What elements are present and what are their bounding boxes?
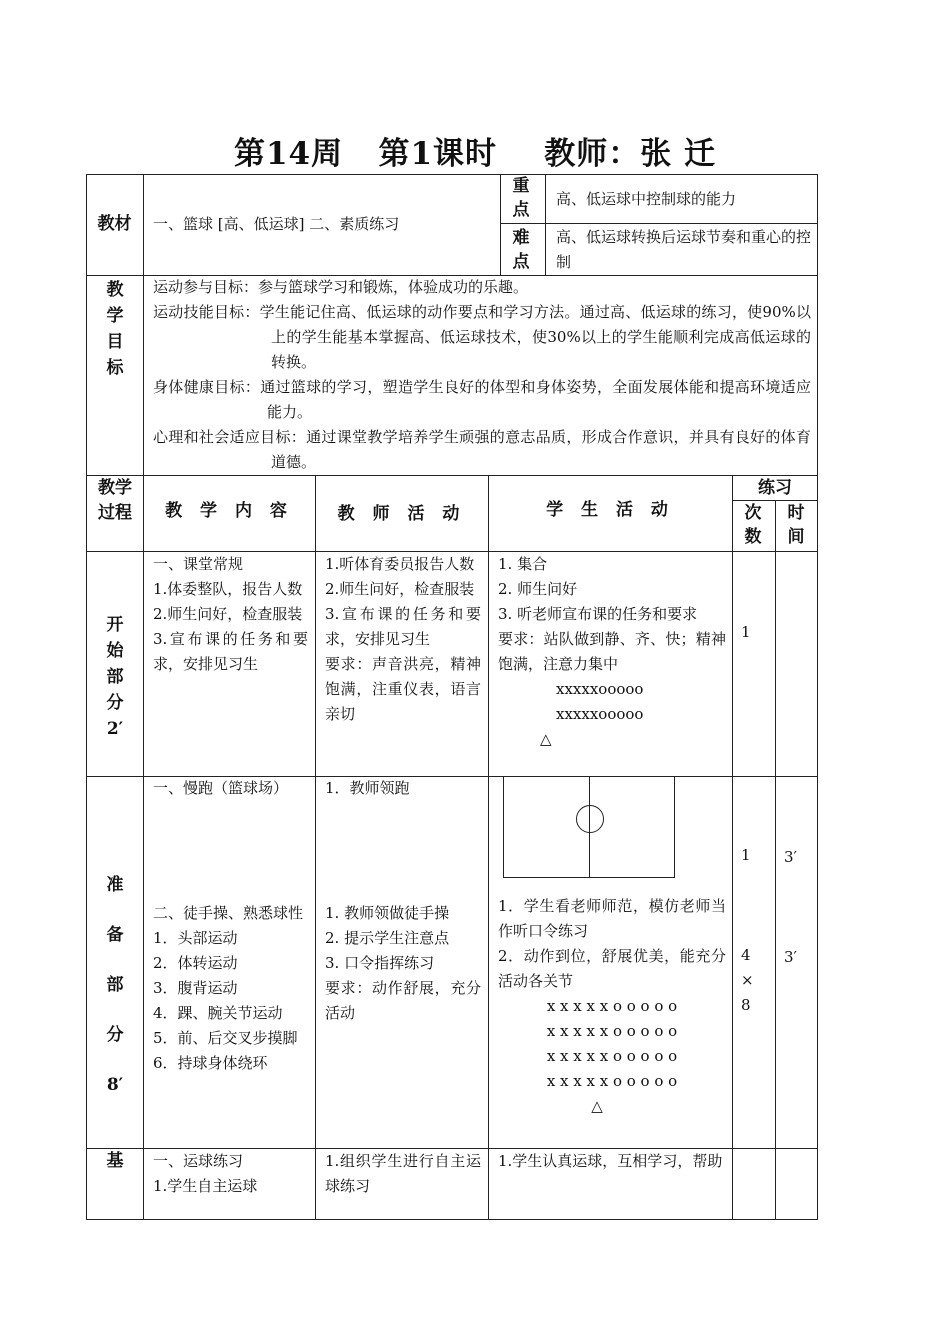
start-student-item: 1. 集合 — [498, 555, 548, 573]
materials-content: 一、篮球 [高、低运球] 二、素质练习 — [153, 215, 400, 233]
materials-label: 教材 — [97, 214, 132, 234]
row-divider-key-difficulty — [500, 223, 818, 224]
objective-participation: 运动参与目标：参与篮球学习和锻炼，体验成功的乐趣。 — [153, 278, 529, 296]
col-divider-times — [775, 500, 776, 1220]
prep-student-item: 2．动作到位，舒展优美，能充分活动各关节 — [498, 947, 726, 990]
prep-formation-row: x x x x x o o o o o — [546, 1022, 678, 1040]
start-content-item: 一、课堂常规 — [153, 555, 244, 573]
start-student-item: 要求：站队做到静、齐、快；精神饱满，注意力集中 — [498, 630, 726, 673]
prep-minutes: 8′ — [106, 1075, 124, 1095]
title-lesson: 第1课时 — [378, 136, 498, 172]
prep-content-item: 3．腹背运动 — [153, 979, 238, 997]
col-divider-content — [315, 475, 316, 1220]
basketball-court-diagram — [503, 776, 675, 878]
prep-content-jog: 一、慢跑（篮球场） — [153, 779, 289, 797]
header-student: 学 生 活 动 — [546, 500, 674, 520]
start-content-item: 3.宣布课的任务和要求，安排见习生 — [153, 630, 308, 673]
basic-content-item: 1.学生自主运球 — [153, 1177, 258, 1195]
start-content-item: 1.体委整队，报告人数 — [153, 580, 303, 598]
header-process: 教学过程 — [98, 478, 132, 523]
start-student-item: 3. 听老师宣布课的任务和要求 — [498, 605, 698, 623]
col-divider-teacher — [488, 475, 489, 1220]
header-content: 教 学 内 容 — [165, 501, 293, 521]
objective-skill: 运动技能目标：学生能记住高、低运球的动作要点和学习方法。通过高、低运球的练习，使90%以上的学生能基本掌握高、低运球技术，使30%以上的学生能顺利完成高低运球的转换。 — [153, 303, 811, 371]
prep-exercise-times: 4 × 8 — [741, 946, 754, 1014]
key-point: 高、低运球中控制球的能力 — [556, 190, 737, 208]
start-content — [153, 552, 308, 677]
title-teacher: 教师：张 迁 — [544, 136, 717, 172]
row-divider-objectives — [86, 475, 818, 476]
prep-student-item: 1．学生看老师师范，模仿老师当作听口令练习 — [498, 897, 726, 940]
start-label-text: 开始部分 — [106, 615, 124, 713]
prep-content-item: 1．头部运动 — [153, 929, 238, 947]
prep-teacher-jog: 1．教师领跑 — [325, 779, 410, 797]
basic-label: 基 — [106, 1151, 124, 1171]
difficulty-label: 难点 — [512, 228, 530, 272]
start-student-item: 2. 师生问好 — [498, 580, 578, 598]
prep-jog-duration: 3′ — [784, 848, 797, 866]
col-divider-key — [500, 174, 501, 275]
prep-content-item: 5．前、后交叉步摸脚 — [153, 1029, 298, 1047]
start-minutes: 2′ — [106, 719, 124, 739]
prep-formation-row: x x x x x o o o o o — [546, 997, 678, 1015]
prep-teacher-item: 要求：动作舒展，充分活动 — [325, 979, 481, 1022]
header-times: 次数 — [744, 503, 762, 547]
start-formation-teacher: △ — [540, 730, 552, 748]
start-student — [498, 552, 726, 752]
start-teacher-item: 1.听体育委员报告人数 — [325, 555, 475, 573]
start-times: 1 — [741, 623, 751, 641]
prep-teacher-item: 2. 提示学生注意点 — [325, 929, 450, 947]
start-label — [102, 612, 128, 742]
lesson-plan-table — [86, 174, 818, 1220]
page-title — [0, 128, 950, 173]
prep-label-text: 准备部分 — [106, 875, 124, 1045]
start-teacher — [325, 552, 481, 727]
objectives-label: 教学目标 — [106, 280, 124, 378]
basic-student: 1.学生认真运球，互相学习，帮助 — [498, 1152, 723, 1170]
basic-content-item: 一、运球练习 — [153, 1152, 244, 1170]
title-week: 第14周 — [233, 136, 344, 172]
start-content-item: 2.师生问好，检查服装 — [153, 605, 303, 623]
basic-content — [153, 1149, 313, 1199]
col-divider-student — [732, 475, 733, 1220]
prep-student — [498, 894, 726, 1119]
key-label: 重点 — [512, 176, 530, 220]
prep-formation-row: x x x x x o o o o o — [546, 1047, 678, 1065]
prep-formation-row: x x x x x o o o o o — [546, 1072, 678, 1090]
table-border-top — [86, 174, 818, 175]
prep-formation-teacher: △ — [591, 1097, 603, 1115]
table-border-bottom — [86, 1219, 818, 1220]
col-divider-label — [143, 174, 144, 1220]
prep-content-item: 二、徒手操、熟悉球性 — [153, 904, 304, 922]
prep-content-exercises — [153, 901, 313, 1076]
prep-jog-times: 1 — [741, 846, 751, 864]
header-practice: 练习 — [758, 478, 792, 498]
difficulty-text: 高、低运球转换后运球节奏和重心的控制 — [556, 228, 811, 271]
table-border-left — [86, 174, 87, 1220]
start-formation-row: xxxxxooooo — [556, 680, 644, 698]
start-teacher-item: 3.宣布课的任务和要求，安排见习生 — [325, 605, 481, 648]
objective-social: 心理和社会适应目标：通过课堂教学培养学生顽强的意志品质，形成合作意识，并具有良好的体育道德。 — [153, 428, 811, 471]
start-formation-row: xxxxxooooo — [556, 705, 644, 723]
court-center-circle — [576, 805, 604, 833]
header-duration: 时间 — [787, 503, 805, 547]
prep-teacher-item: 3. 口令指挥练习 — [325, 954, 435, 972]
prep-exercise-duration: 3′ — [784, 948, 797, 966]
objective-health: 身体健康目标：通过篮球的学习，塑造学生良好的体型和身体姿势，全面发展体能和提高环境适应能力。 — [153, 378, 811, 421]
start-teacher-item: 2.师生问好，检查服装 — [325, 580, 475, 598]
prep-teacher-exercises — [325, 901, 481, 1026]
basic-teacher: 1.组织学生进行自主运球练习 — [325, 1152, 481, 1195]
objectives-list — [153, 275, 811, 475]
col-divider-key-text — [545, 174, 546, 275]
prep-content-item: 4．踝、腕关节运动 — [153, 1004, 283, 1022]
prep-teacher-item: 1. 教师领做徒手操 — [325, 904, 450, 922]
header-teacher: 教 师 活 动 — [337, 504, 466, 524]
prep-content-item: 6．持球身体绕环 — [153, 1054, 268, 1072]
prep-content-item: 2．体转运动 — [153, 954, 238, 972]
table-border-right — [817, 174, 818, 1220]
prep-label — [102, 860, 128, 1110]
start-teacher-item: 要求：声音洪亮，精神饱满，注重仪表，语言亲切 — [325, 655, 481, 723]
